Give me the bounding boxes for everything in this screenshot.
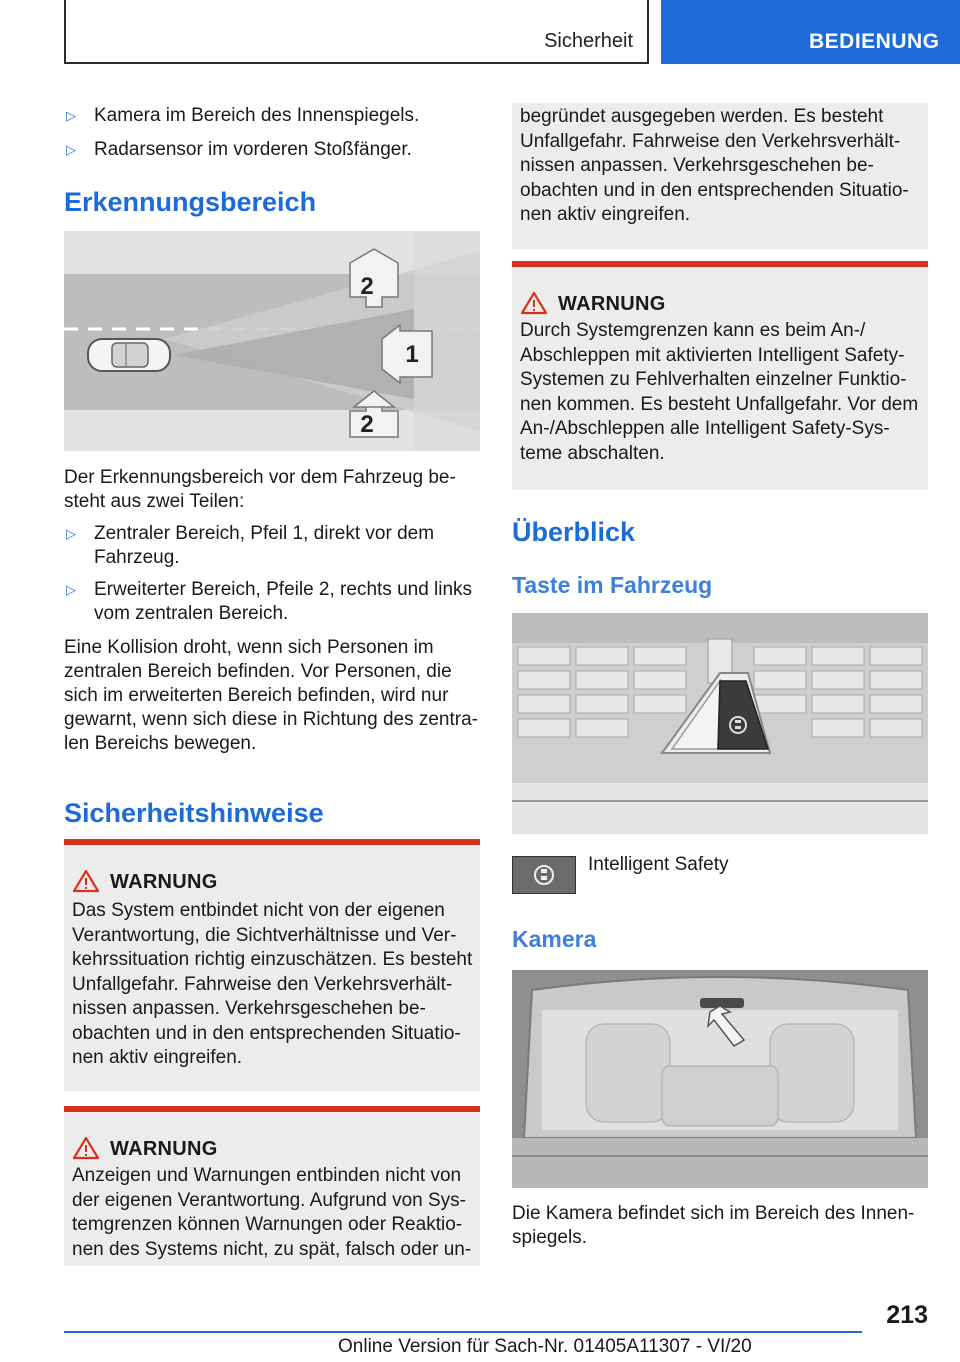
list-item: ▷ Kamera im Bereich des Innenspiegels. [66,105,420,126]
arrow-1 [382,325,432,383]
camera-location-photo [512,970,928,1188]
warning-title: WARNUNG [110,871,218,893]
subheading-camera: Kamera [512,926,597,952]
warning-box-2 [64,1106,480,1266]
vehicle-button-photo [512,613,928,834]
intelligent-safety-label: Intelligent Safety [588,854,729,875]
heading-detection-range: Erkennungsbereich [64,187,317,217]
warning-title: WARNUNG [558,293,666,315]
svg-text:1: 1 [405,341,419,368]
svg-text:2: 2 [360,411,374,438]
warning-title: WARNUNG [110,1138,218,1160]
header-chapter-tab[interactable] [661,0,960,64]
warning-text: Das System entbindet nicht von der eigenen Verantwortung, die Sichtverhältnisse und Ver- kehrssituation richtig einzuschätzen. Es besteht Unfallgefahr. Fahrweise den Verkehrsverhält- nissen anpassen. Verkehrsgeschehen be- obachten und in den entsprechenden Situatio- nen aktiv eingreifen. [72,900,473,1068]
warning-text: begründet ausgegeben werden. Es besteht Unfallgefahr. Fahrweise den Verkehrsverhält- nissen anpassen. Verkehrsgeschehen be- obachten und in den entsprechenden Situatio- nen aktiv eingreifen. [520,106,909,225]
header-section-box [64,0,649,64]
car-icon [88,339,170,371]
header-chapter-label: BEDIENUNG [809,30,940,53]
subheading-button: Taste im Fahrzeug [512,572,713,598]
camera-caption: Die Kamera befindet sich im Bereich des Innen- spiegels. [512,1203,915,1248]
header-section-title: Sicherheit [544,30,633,52]
triangle-bullet-icon: ▷ [66,108,76,123]
footer-rule [64,1331,862,1333]
warning-triangle-icon [72,1136,100,1160]
footer-online-version: Online Version für Sach-Nr. 01405A11307 - VI/20 [338,1336,752,1357]
triangle-bullet-icon: ▷ [66,582,76,597]
heading-safety-notes: Sicherheitshinweise [64,798,324,828]
warning-text: Anzeigen und Warnungen entbinden nicht von der eigenen Verantwortung. Aufgrund von Sys- temgrenzen können Warnungen oder Reaktio- nen des Systems nicht, zu spät, falsch oder un- [72,1165,472,1260]
triangle-bullet-icon: ▷ [66,526,76,541]
warning-box-2-continued [512,103,928,249]
list-item: ▷ Radarsensor im vorderen Stoßfänger. [66,139,412,160]
triangle-bullet-icon: ▷ [66,142,76,157]
range-intro: Der Erkennungsbereich vor dem Fahrzeug be- steht aus zwei Teilen: [64,467,456,512]
range-bullets [64,522,480,626]
list-item: ▷ Zentraler Bereich, Pfeil 1, direkt vor dem Fahrzeug. [66,523,435,568]
warning-triangle-icon [520,291,548,315]
intelligent-safety-button-icon [512,856,576,894]
warning-box-3 [512,261,928,490]
warning-box-1 [64,839,480,1091]
detection-range-diagram [64,231,480,451]
collision-paragraph: Eine Kollision droht, wenn sich Personen im zentralen Bereich befinden. Vor Personen, die sich im erweiterten Bereich befinden, wird nur gewarnt, wenn sich diese in Richtung des zentra- len Bereichs bewegen. [64,637,479,754]
warning-triangle-icon [72,869,100,893]
warning-text: Durch Systemgrenzen kann es beim An-/ Abschleppen mit aktivierten Intelligent Safety- Systemen zu Fehlverhalten einzelner Funktio- nen kommen. Es besteht Unfallgefahr. Vor dem An-/Abschleppen alle Intelligent Safety-Sys- teme abschalten. [520,320,919,464]
page-number: 213 [886,1301,928,1329]
list-item: ▷ Erweiterter Bereich, Pfeile 2, rechts und links vom zentralen Bereich. [66,579,473,624]
heading-overview: Überblick [512,517,636,547]
svg-text:2: 2 [360,273,374,300]
left-bullets-top [64,104,480,162]
